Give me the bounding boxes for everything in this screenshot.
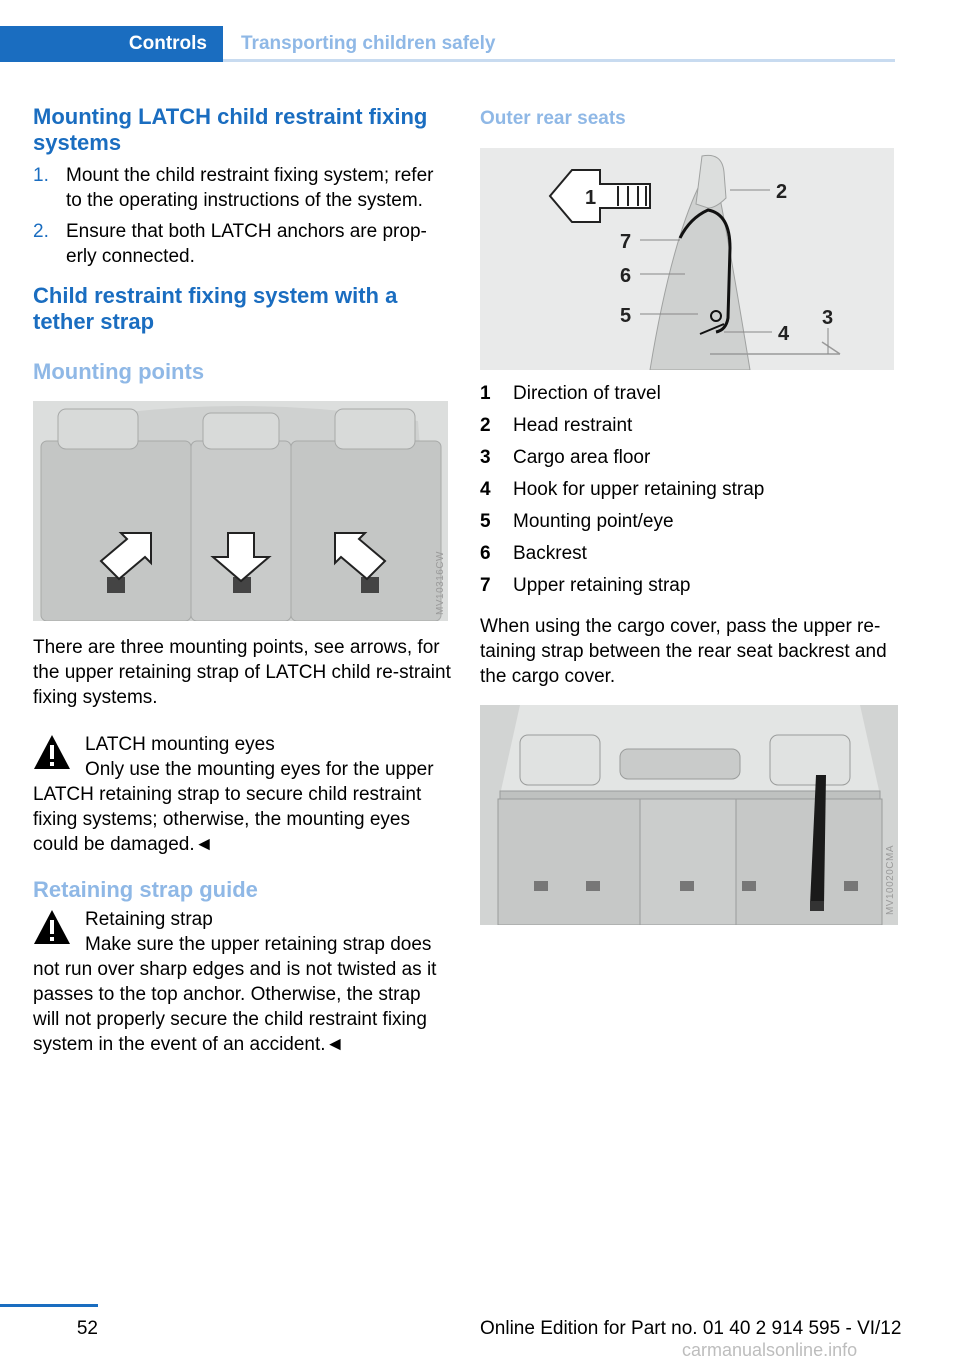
retaining-guide-heading: Retaining strap guide (33, 877, 258, 902)
header-rule (223, 59, 895, 62)
cargo-area-illustration (480, 705, 898, 925)
strap-diagram-illustration (480, 148, 894, 370)
edition-footer: Online Edition for Part no. 01 40 2 914 595 - VI/12 (480, 1318, 902, 1339)
legend-label: Backrest (513, 543, 587, 564)
diagram-legend (480, 378, 896, 602)
page-number-rule (0, 1304, 98, 1307)
legend-label: Upper retaining strap (513, 575, 691, 596)
warning-title: Retaining strap (85, 909, 213, 930)
legend-number: 2 (480, 415, 491, 436)
legend-number: 1 (480, 383, 491, 404)
figure-code: MV10316CW (435, 551, 446, 615)
mounting-points-figure (33, 401, 448, 621)
legend-item (480, 410, 896, 442)
diagram-label-6: 6 (620, 265, 632, 287)
legend-label: Hook for upper retaining strap (513, 479, 765, 500)
outer-seats-diagram (480, 148, 894, 370)
warning-triangle-icon (33, 734, 71, 770)
step-item (33, 219, 451, 269)
section-tab: Controls (0, 26, 223, 62)
diagram-label-7: 7 (620, 231, 632, 253)
legend-number: 6 (480, 543, 491, 564)
diagram-label-4: 4 (778, 323, 790, 345)
outer-seats-heading: Outer rear seats (480, 108, 626, 129)
chapter-title: Transporting children safely (241, 33, 496, 54)
warning-text: Only use the mounting eyes for the upper LATCH retaining strap to secure child restraint fixing systems; otherwise, the mounting eyes could be damaged.◄ (33, 759, 434, 855)
step-text: Ensure that both LATCH anchors are prop-erly connected. (66, 221, 427, 267)
warning-text: Make sure the upper retaining strap does not run over sharp edges and is not twisted as it passes to the top anchor. Otherwise, the strap will not properly secure the child restraint fixing system in the event of an accident.◄ (33, 934, 437, 1055)
tether-heading: Child restraint fixing system with a tether strap (33, 283, 398, 334)
legend-item (480, 538, 896, 570)
mounting-points-text: There are three mounting points, see arrows, for the upper retaining strap of LATCH child re-straint fixing systems. (33, 637, 451, 708)
right-column (480, 100, 896, 925)
latch-warning (33, 732, 451, 857)
step-item (33, 163, 451, 213)
legend-item (480, 570, 896, 602)
figure-code: MV10020CMA (885, 845, 896, 916)
watermark: carmanualsonline.info (682, 1340, 858, 1360)
legend-number: 5 (480, 511, 491, 532)
cargo-cover-text: When using the cargo cover, pass the upper re-taining strap between the rear seat backrest and the cargo cover. (480, 616, 887, 687)
legend-label: Cargo area floor (513, 447, 651, 468)
legend-number: 4 (480, 479, 491, 500)
diagram-label-2: 2 (776, 181, 788, 203)
legend-item (480, 378, 896, 410)
mounting-heading: Mounting LATCH child restraint fixing systems (33, 104, 428, 155)
legend-label: Head restraint (513, 415, 633, 436)
legend-item (480, 506, 896, 538)
mounting-steps (33, 163, 451, 269)
page-number: 52 (76, 1318, 98, 1339)
legend-item (480, 474, 896, 506)
step-text: Mount the child restraint fixing system; refer to the operating instructions of the system. (66, 165, 434, 211)
strap-warning (33, 907, 451, 1057)
legend-label: Direction of travel (513, 383, 661, 404)
legend-number: 3 (480, 447, 491, 468)
page-header (0, 26, 895, 62)
warning-triangle-icon (33, 909, 71, 945)
diagram-label-5: 5 (620, 305, 632, 327)
left-column (33, 100, 451, 1057)
mounting-points-heading: Mounting points (33, 359, 205, 384)
diagram-label-1: 1 (585, 187, 597, 209)
legend-item (480, 442, 896, 474)
rear-seat-illustration (33, 401, 448, 621)
legend-label: Mounting point/eye (513, 511, 674, 532)
diagram-label-3: 3 (822, 307, 834, 329)
warning-title: LATCH mounting eyes (85, 734, 275, 755)
cargo-cover-figure (480, 705, 898, 925)
step-number: 1. (33, 165, 49, 186)
legend-number: 7 (480, 575, 491, 596)
step-number: 2. (33, 221, 49, 242)
